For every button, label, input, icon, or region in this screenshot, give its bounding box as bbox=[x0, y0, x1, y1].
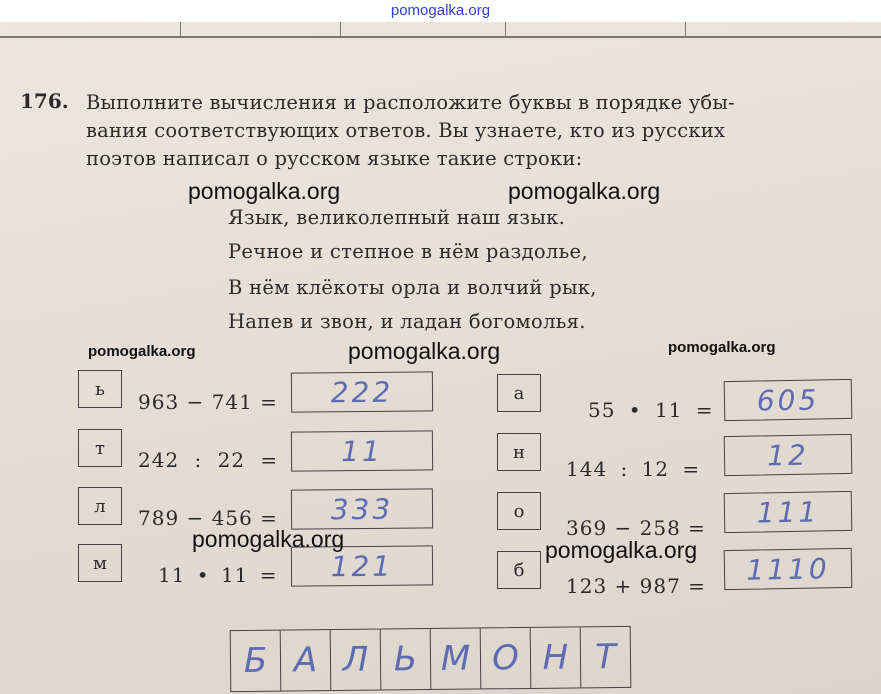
exercise-number: 176. bbox=[20, 89, 69, 113]
watermark: pomogalka.org bbox=[188, 178, 341, 204]
letter-box: ь bbox=[78, 370, 122, 408]
watermark: pomogalka.org bbox=[348, 338, 501, 364]
answer-box: 605 bbox=[724, 379, 853, 421]
watermark: pomogalka.org bbox=[88, 343, 196, 360]
answer-box: 12 bbox=[724, 434, 853, 476]
expression: 11 • 11 = bbox=[158, 563, 278, 587]
final-answer-cell: Ь bbox=[381, 629, 432, 690]
final-answer-cell: М bbox=[431, 628, 482, 689]
final-answer-cell: Т bbox=[594, 637, 617, 678]
answer-box: 111 bbox=[724, 491, 853, 533]
letter-box: б bbox=[497, 551, 541, 589]
watermark: pomogalka.org bbox=[508, 178, 661, 204]
final-answer-cell: Л bbox=[331, 630, 382, 691]
expression: 144 : 12 = bbox=[566, 457, 701, 481]
final-answer-cell: Н bbox=[531, 627, 582, 688]
letter-box: а bbox=[497, 374, 541, 412]
exercise-text-line: Выполните вычисления и расположите буквы в порядке убы- bbox=[86, 91, 735, 114]
answer-box: 11 bbox=[291, 430, 433, 471]
final-answer-cell: А bbox=[281, 630, 332, 691]
final-answer-row bbox=[230, 626, 632, 692]
answer-box: 121 bbox=[291, 545, 433, 586]
watermark: pomogalka.org bbox=[545, 537, 698, 563]
watermark: pomogalka.org bbox=[192, 526, 345, 552]
poem-line: В нём клёкоты орла и волчий рык, bbox=[228, 276, 597, 299]
textbook-page bbox=[0, 22, 881, 694]
letter-box: м bbox=[78, 544, 122, 582]
expression: 369 − 258 = bbox=[566, 516, 706, 540]
expression: 123 + 987 = bbox=[566, 574, 706, 598]
letter-box: т bbox=[78, 429, 122, 467]
final-answer-cell: О bbox=[481, 628, 532, 689]
letter-box: о bbox=[497, 492, 541, 530]
answer-box: 333 bbox=[291, 488, 433, 529]
expression: 963 − 741 = bbox=[138, 390, 278, 414]
watermark-top: pomogalka.org bbox=[390, 2, 491, 19]
exercise-text-line: вания соответствующих ответов. Вы узнаете, кто из русских bbox=[86, 119, 726, 142]
final-answer-cell: Б bbox=[231, 631, 282, 692]
previous-table-edge bbox=[0, 22, 881, 38]
poem-line: Язык, великолепный наш язык. bbox=[228, 206, 566, 229]
expression: 789 − 456 = bbox=[138, 506, 278, 530]
watermark: pomogalka.org bbox=[668, 339, 776, 356]
letter-box: л bbox=[78, 487, 122, 525]
answer-box: 222 bbox=[291, 371, 433, 412]
answer-box: 1110 bbox=[724, 548, 853, 590]
poem-line: Речное и степное в нём раздолье, bbox=[228, 240, 588, 263]
poem-line: Напев и звон, и ладан богомолья. bbox=[228, 310, 586, 333]
expression: 242 : 22 = bbox=[138, 448, 279, 472]
expression: 55 • 11 = bbox=[588, 398, 714, 422]
letter-box: н bbox=[497, 433, 541, 471]
exercise-text-line: поэтов написал о русском языке такие строки: bbox=[86, 147, 583, 170]
